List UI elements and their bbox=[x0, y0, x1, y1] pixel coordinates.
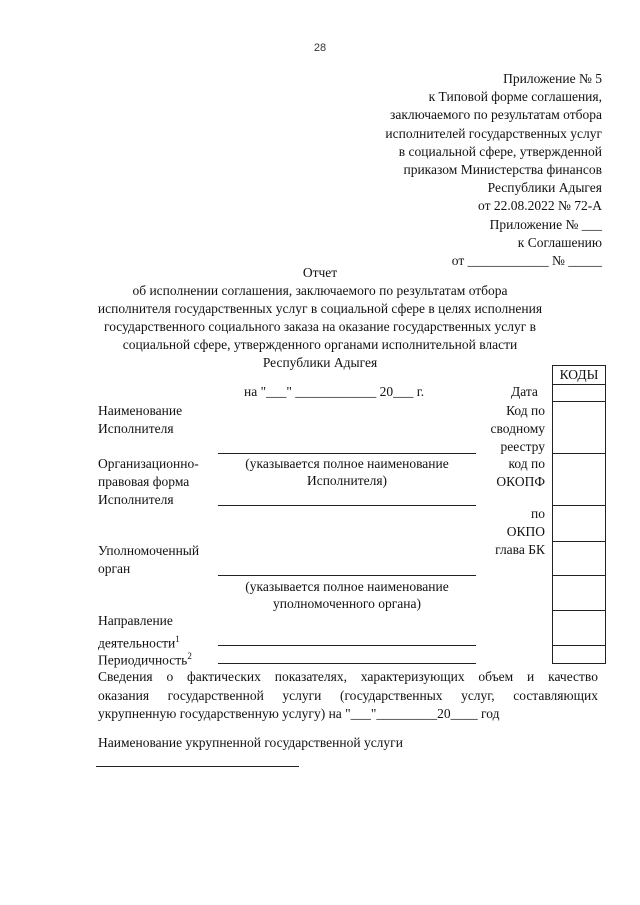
report-title: Отчет bbox=[302, 265, 338, 280]
footnote-1: 1 bbox=[175, 634, 180, 644]
codes-header-cell bbox=[552, 365, 606, 385]
appendix-line: Приложение № 5 bbox=[503, 71, 602, 86]
report-title-block bbox=[60, 264, 580, 372]
code-okpo-cell[interactable] bbox=[552, 505, 606, 542]
footnote-2: 2 bbox=[187, 651, 192, 661]
code-periodicity-cell[interactable] bbox=[552, 645, 606, 664]
legal-form-label: Организационно- правовая форма Исполнителя bbox=[98, 456, 199, 507]
executor-name-field[interactable] bbox=[218, 453, 476, 454]
appendix-line: в социальной сфере, утвержденной bbox=[398, 143, 602, 159]
paragraph-line: Сведения о фактических показателях, характеризующих объем и качество bbox=[98, 669, 598, 684]
info-paragraph bbox=[98, 668, 598, 724]
periodicity-field[interactable] bbox=[218, 663, 476, 664]
code-svod-cell[interactable] bbox=[552, 401, 606, 454]
consolidated-service-label: Наименование укрупненной государственной услуги bbox=[98, 735, 403, 750]
okopf-code-label: код по ОКОПФ bbox=[496, 456, 545, 489]
report-subtitle-line: государственного социального заказа на оказание государственных услуг в bbox=[104, 319, 536, 334]
periodicity-label: Периодичность$^2$ bbox=[98, 651, 192, 668]
appendix-line: исполнителей государственных услуг bbox=[385, 125, 602, 141]
legal-form-field[interactable] bbox=[218, 505, 476, 506]
report-subtitle-line: социальной сфере, утвержденного органами исполнительной власти bbox=[122, 337, 518, 352]
executor-name-label: Наименование Исполнителя bbox=[98, 403, 183, 436]
report-date-line: на "___" ____________ 20___ г. bbox=[244, 384, 425, 399]
report-subtitle-line: Республики Адыгея bbox=[262, 355, 378, 370]
page-number: 28 bbox=[313, 42, 327, 54]
appendix-line: Республики Адыгея bbox=[487, 180, 602, 196]
appendix-block bbox=[385, 70, 602, 270]
appendix-line: от 22.08.2022 № 72-А bbox=[478, 198, 602, 214]
okpo-code-label: по ОКПО bbox=[506, 506, 545, 539]
report-subtitle-line: исполнителя государственных услуг в социальной сфере в целях исполнения bbox=[97, 301, 543, 316]
bk-chief-label: глава БК bbox=[495, 542, 545, 557]
appendix-line: заключаемого по результатам отбора bbox=[390, 107, 602, 123]
code-authorized-cell[interactable] bbox=[552, 575, 606, 611]
code-direction-cell[interactable] bbox=[552, 610, 606, 646]
code-bk-cell[interactable] bbox=[552, 541, 606, 576]
appendix-line: от ____________ № _____ bbox=[451, 253, 602, 269]
authorized-body-label: Уполномоченный орган bbox=[98, 543, 200, 576]
executor-full-name-note: (указывается полное наименование Исполнителя) bbox=[245, 456, 449, 488]
consolidated-service-field[interactable] bbox=[96, 766, 299, 767]
direction-label: Направление деятельности$^1$ bbox=[98, 613, 180, 651]
code-date-cell[interactable] bbox=[552, 384, 606, 402]
appendix-line: к Типовой форме соглашения, bbox=[428, 89, 602, 105]
appendix-line: Приложение № ___ bbox=[489, 216, 602, 232]
appendix-line: приказом Министерства финансов bbox=[403, 162, 602, 178]
codes-header: КОДЫ bbox=[559, 367, 599, 382]
code-okopf-cell[interactable] bbox=[552, 453, 606, 506]
authorized-full-name-note: (указывается полное наименование уполномоченного органа) bbox=[245, 579, 449, 611]
report-subtitle-line: об исполнении соглашения, заключаемого по результатам отбора bbox=[132, 283, 508, 298]
appendix-line: к Соглашению bbox=[517, 234, 602, 250]
authorized-body-field[interactable] bbox=[218, 575, 476, 576]
svod-code-label: Код по сводному реестру bbox=[490, 403, 545, 454]
paragraph-line: оказания государственной услуги (государственных услуг, составляющих bbox=[98, 687, 598, 703]
paragraph-line: укрупненную государственную услугу) на "___"_________20____ год bbox=[98, 706, 500, 721]
direction-field[interactable] bbox=[218, 645, 476, 646]
date-label: Дата bbox=[511, 384, 538, 399]
